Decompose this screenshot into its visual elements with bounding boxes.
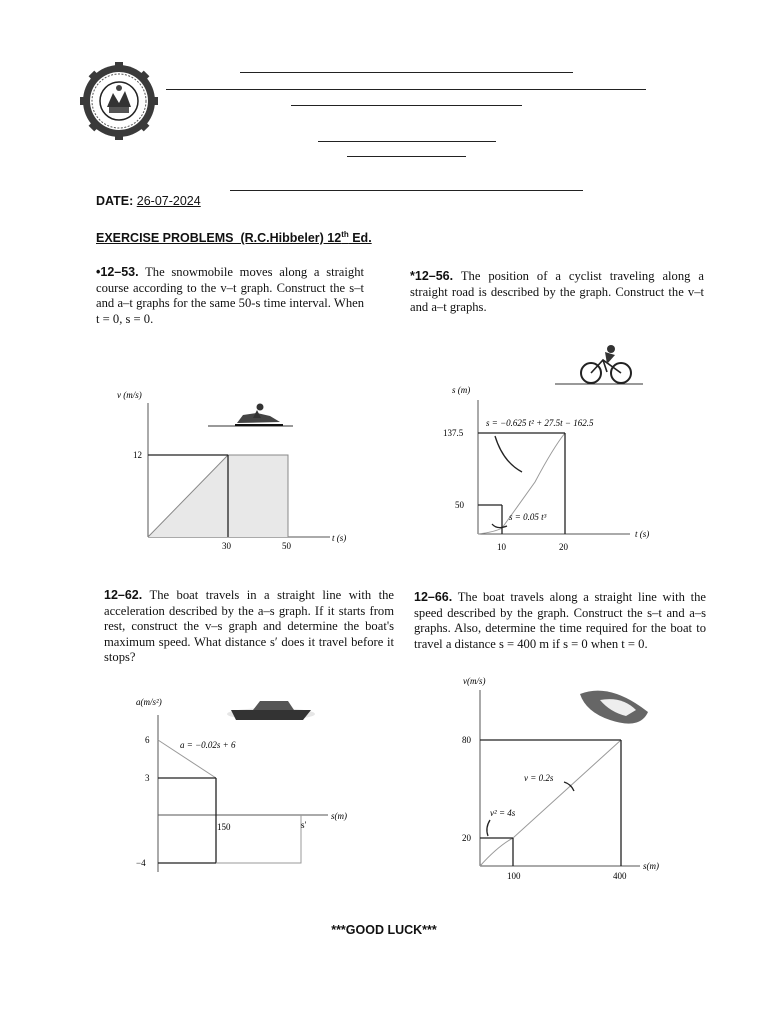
x-tick-50: 50 (282, 541, 291, 551)
problem-body: The position of a cyclist traveling along a straight road is described by the graph. Construct the v–t and a–t graphs. (410, 269, 704, 314)
institution-logo (80, 62, 158, 140)
y-tick-12: 12 (133, 450, 142, 460)
cyclist-icon (555, 345, 643, 384)
header-line-6 (230, 190, 583, 191)
y-axis-label: s (m) (452, 385, 471, 395)
y-axis-label: v (m/s) (117, 390, 142, 400)
problem-12-66-text (414, 590, 706, 652)
graph-v-s-boat (450, 672, 690, 884)
y-tick-neg4: −4 (136, 858, 146, 868)
header-line-3 (291, 105, 522, 106)
equation-upper: v = 0.2s (524, 773, 554, 783)
y-tick-3: 3 (145, 773, 150, 783)
equation-lower: s = 0.05 t³ (509, 512, 547, 522)
equation-upper: s = −0.625 t² + 27.5t − 162.5 (486, 418, 594, 428)
boat-icon (227, 701, 315, 720)
problem-number: 12–66. (414, 590, 453, 604)
date-label: DATE: (96, 194, 134, 208)
y-tick-20: 20 (462, 833, 471, 843)
date-line (96, 194, 201, 208)
x-tick-20: 20 (559, 542, 568, 550)
x-axis-label: t (s) (332, 533, 347, 543)
footer-good-luck: ***GOOD LUCK*** (331, 923, 437, 937)
problem-12-62-text (104, 588, 394, 666)
y-axis-label: a(m/s²) (136, 697, 162, 707)
header-line-2 (166, 89, 646, 90)
y-axis-label: v(m/s) (463, 676, 486, 686)
problem-12-56-text (410, 269, 704, 316)
x-tick-150: 150 (217, 822, 231, 832)
y-tick-6: 6 (145, 735, 150, 745)
x-tick-100: 100 (507, 871, 521, 881)
problem-number: 12–62. (104, 588, 143, 602)
x-tick-30: 30 (222, 541, 231, 551)
date-value: 26-07-2024 (136, 194, 201, 208)
graph-a-s-boat (128, 690, 368, 875)
area-under-curve (148, 455, 288, 537)
problem-12-53-text (96, 265, 364, 327)
x-tick-s-prime: s′ (301, 820, 307, 830)
x-axis-label: s(m) (643, 861, 659, 871)
problem-body: The snowmobile moves along a straight course according to the v–t graph. Construct the s–t and a–t graphs for the same 50-s time interval. When t = 0, s = 0. (96, 265, 364, 326)
problem-number: •12–53. (96, 265, 139, 279)
graph-s-t-cyclist (425, 340, 690, 550)
header-line-1 (240, 72, 573, 73)
y-tick-137-5: 137.5 (443, 428, 464, 438)
x-axis-label: t (s) (635, 529, 650, 539)
v-s-curve (480, 740, 621, 866)
snowmobile-icon (208, 404, 293, 427)
problem-body: The boat travels along a straight line with the speed described by the graph. Construct the s–t and a–s graphs. Also, determine the time required for the boat to travel a distance s = 400 m if s = 0 when t = 0. (414, 590, 707, 651)
x-tick-400: 400 (613, 871, 627, 881)
problem-number: *12–56. (410, 269, 454, 283)
y-tick-50: 50 (455, 500, 464, 510)
section-title: EXERCISE PROBLEMS (R.C.Hibbeler) 12th Ed. (96, 230, 372, 246)
y-tick-80: 80 (462, 735, 471, 745)
equation-lower: v² = 4s (490, 808, 516, 818)
x-tick-10: 10 (497, 542, 506, 550)
header-line-5 (347, 156, 466, 157)
graph-v-t-snowmobile (115, 385, 355, 557)
speedboat-icon (580, 691, 648, 724)
problem-body: The boat travels in a straight line with the acceleration described by the a–s graph. If it starts from rest, construct the v–s graph and determine the boat's maximum speed. What distance s′ does it travel before it stops? (104, 588, 395, 664)
x-axis-label: s(m) (331, 811, 347, 821)
equation: a = −0.02s + 6 (180, 740, 236, 750)
header-line-4 (318, 141, 496, 142)
